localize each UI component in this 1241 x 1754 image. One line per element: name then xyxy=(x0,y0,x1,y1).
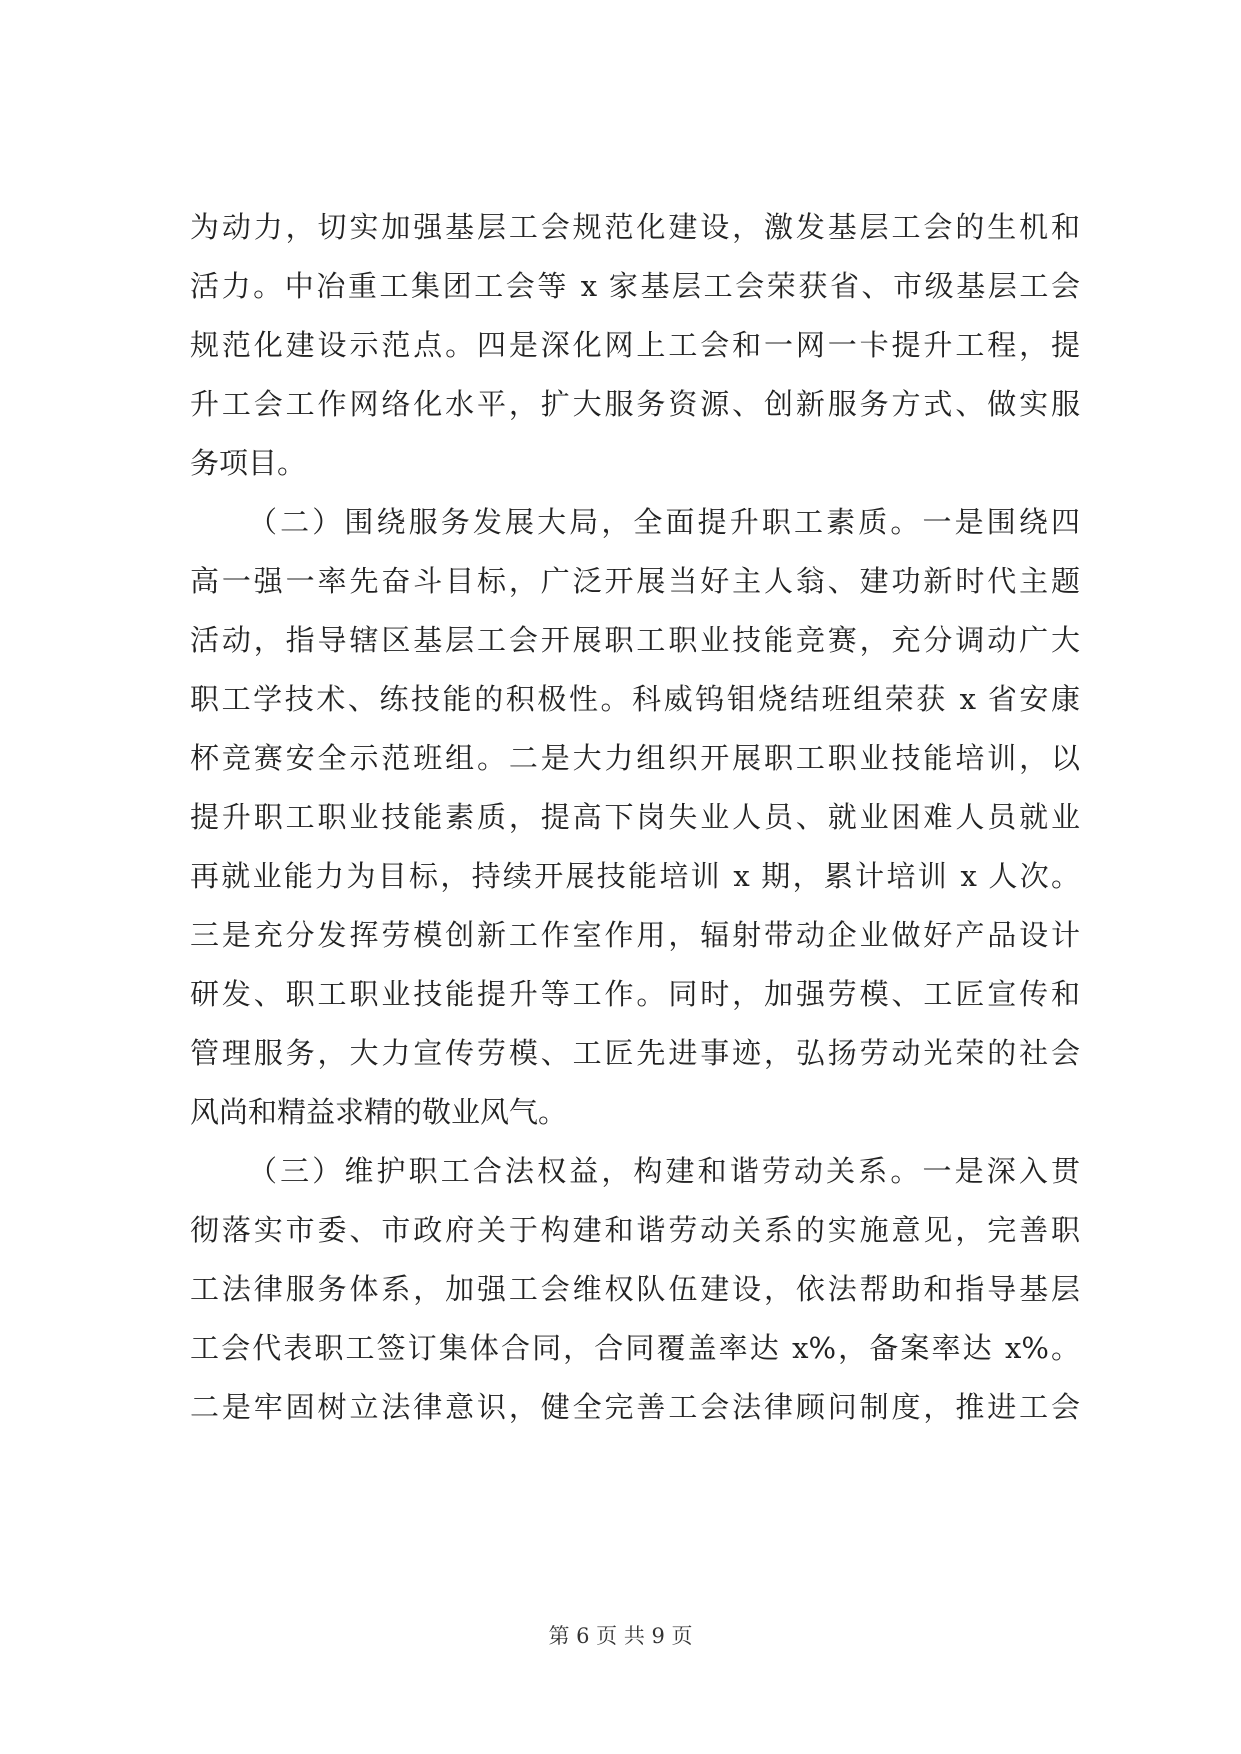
text-line: 二是牢固树立法律意识，健全完善工会法律顾问制度，推进工会 xyxy=(190,1390,1080,1424)
text-line: 高一强一率先奋斗目标，广泛开展当好主人翁、建功新时代主题 xyxy=(190,564,1080,598)
text-line: 管理服务，大力宣传劳模、工匠先进事迹，弘扬劳动光荣的社会 xyxy=(190,1036,1080,1070)
text-line: 规范化建设示范点。四是深化网上工会和一网一卡提升工程，提 xyxy=(190,328,1080,362)
text-line: 职工学技术、练技能的积极性。科威钨钼烧结班组荣获 x 省安康 xyxy=(190,682,1080,716)
text-line: 再就业能力为目标，持续开展技能培训 x 期，累计培训 x 人次。 xyxy=(190,859,1080,893)
text-line: 彻落实市委、市政府关于构建和谐劳动关系的实施意见，完善职 xyxy=(190,1213,1080,1247)
text-line: （三）维护职工合法权益，构建和谐劳动关系。一是深入贯 xyxy=(248,1154,1080,1188)
text-line: 杯竞赛安全示范班组。二是大力组织开展职工职业技能培训，以 xyxy=(190,741,1080,775)
text-line: （二）围绕服务发展大局，全面提升职工素质。一是围绕四 xyxy=(248,505,1080,539)
text-line: 风尚和精益求精的敬业风气。 xyxy=(190,1095,568,1129)
text-line: 升工会工作网络化水平，扩大服务资源、创新服务方式、做实服 xyxy=(190,387,1080,421)
text-line: 三是充分发挥劳模创新工作室作用，辐射带动企业做好产品设计 xyxy=(190,918,1080,952)
text-line: 活力。中冶重工集团工会等 x 家基层工会荣获省、市级基层工会 xyxy=(190,269,1080,303)
text-line: 务项目。 xyxy=(190,446,307,480)
text-line: 工会代表职工签订集体合同，合同覆盖率达 x%，备案率达 x%。 xyxy=(190,1331,1080,1365)
page-number-footer: 第 6 页 共 9 页 xyxy=(548,1624,693,1648)
text-line: 为动力，切实加强基层工会规范化建设，激发基层工会的生机和 xyxy=(190,210,1080,244)
text-line: 提升职工职业技能素质，提高下岗失业人员、就业困难人员就业 xyxy=(190,800,1080,834)
text-line: 活动，指导辖区基层工会开展职工职业技能竞赛，充分调动广大 xyxy=(190,623,1080,657)
text-line: 研发、职工职业技能提升等工作。同时，加强劳模、工匠宣传和 xyxy=(190,977,1080,1011)
text-line: 工法律服务体系，加强工会维权队伍建设，依法帮助和指导基层 xyxy=(190,1272,1080,1306)
